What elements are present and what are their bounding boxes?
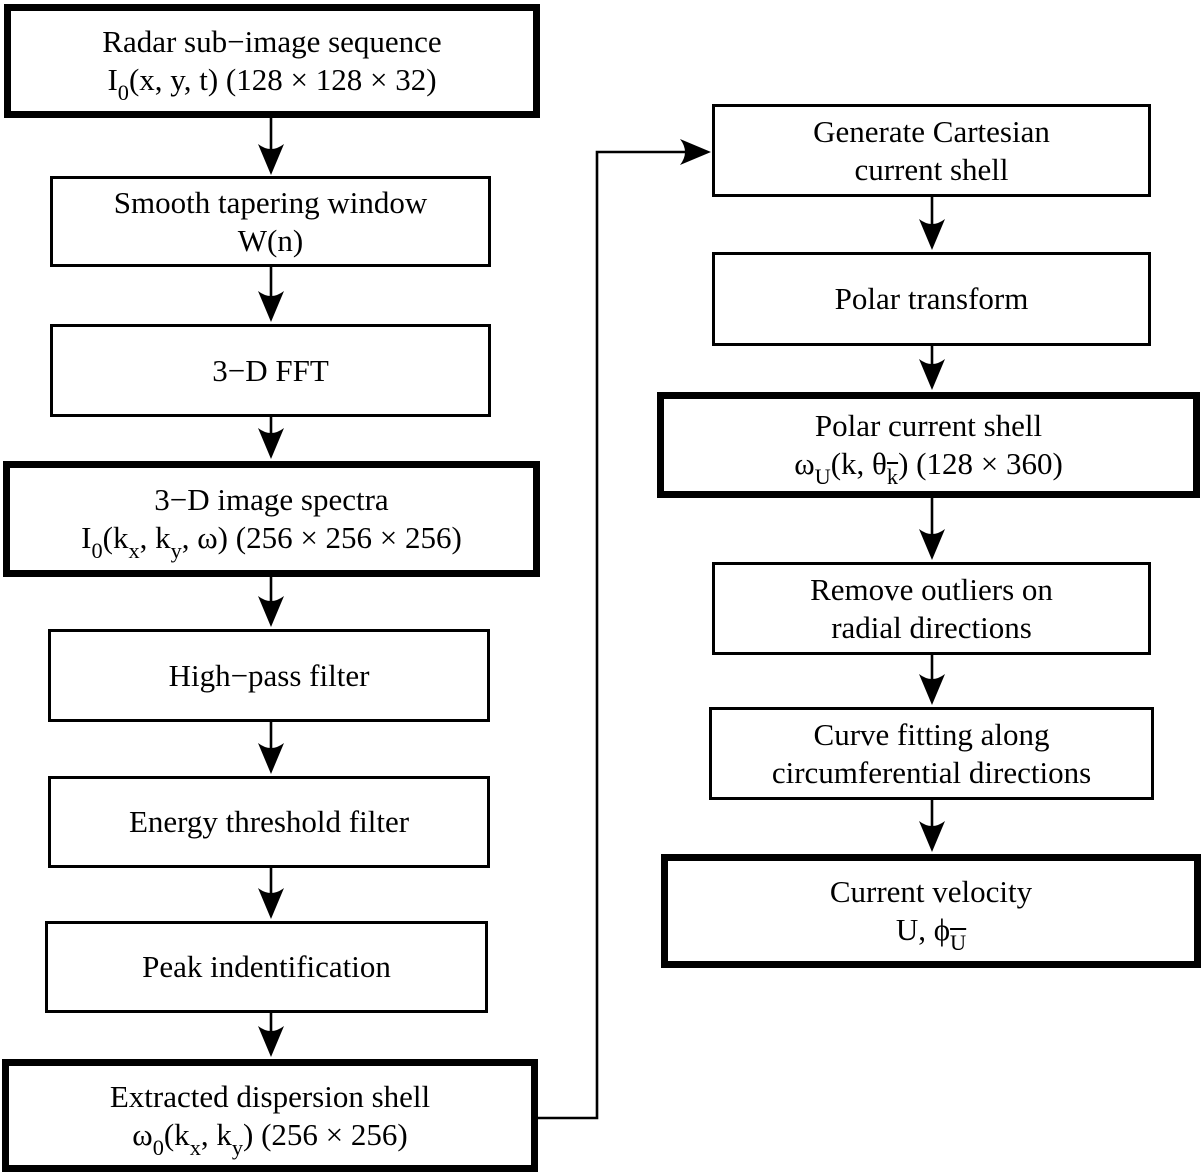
- node-text: Polar transform: [834, 281, 1029, 317]
- arrow-r4-r5: [919, 655, 945, 705]
- node-text: Curve fitting along: [813, 716, 1050, 752]
- node-text: Energy threshold filter: [128, 804, 410, 840]
- arrow-r5-r6: [919, 800, 945, 852]
- node-text: current shell: [854, 151, 1009, 187]
- node-text: Generate Cartesian: [813, 113, 1050, 149]
- arrow-l4-l5: [258, 577, 284, 627]
- arrow-l7-l8: [258, 1013, 284, 1057]
- arrow-l2-l3: [258, 267, 284, 322]
- node-curve-fitting: [709, 707, 1154, 800]
- node-formula: $\omega_0(k_x$, $k_y$) (256 × 256): [132, 1116, 408, 1160]
- arrow-l5-l6: [258, 722, 284, 774]
- node-energy-threshold-filter: [48, 776, 490, 868]
- node-text: Radar sub−image sequence: [102, 24, 442, 60]
- node-text: Peak indentification: [142, 949, 391, 985]
- node-remove-outliers: [712, 562, 1151, 655]
- arrow-r2-r3: [919, 346, 945, 390]
- node-3d-fft: [50, 324, 491, 417]
- arrow-l6-l7: [258, 868, 284, 919]
- node-text: 3−D FFT: [212, 352, 329, 388]
- node-formula: $I_0(x$, y, t) (128 × 128 × 32): [107, 62, 437, 106]
- node-generate-cartesian-current-shell: [712, 104, 1151, 197]
- arrow-l3-l4: [258, 417, 284, 459]
- node-text: Current velocity: [829, 874, 1033, 910]
- arrow-l8-r1-connector: [538, 139, 711, 1118]
- node-text: Remove outliers on: [810, 571, 1053, 607]
- node-polar-transform: [712, 252, 1151, 346]
- node-formula: W(n): [237, 222, 304, 258]
- arrow-l1-l2: [258, 118, 284, 175]
- node-formula: $I_0(k_x$, $k_y$, ω) (256 × 256 × 256): [81, 520, 462, 564]
- node-text: circumferential directions: [771, 754, 1092, 790]
- node-text: High−pass filter: [168, 657, 370, 693]
- node-text: Extracted dispersion shell: [109, 1078, 431, 1114]
- node-peak-identification: [45, 921, 488, 1013]
- node-formula: U, $\phi_{\overline{U}}$: [895, 912, 967, 956]
- arrow-r1-r2: [919, 197, 945, 250]
- node-formula: $\omega_U(k$, $\theta_{\overline{k}}$) (128 × 360): [794, 446, 1063, 490]
- node-text: 3−D image spectra: [154, 482, 389, 518]
- node-polar-current-shell: [657, 392, 1200, 498]
- node-text: Polar current shell: [814, 408, 1043, 444]
- node-text: Smooth tapering window: [113, 184, 428, 220]
- node-extracted-dispersion-shell: [2, 1059, 538, 1172]
- node-current-velocity: [661, 854, 1201, 968]
- node-3d-image-spectra: [3, 461, 540, 577]
- node-high-pass-filter: [48, 629, 490, 722]
- node-radar-sub-image-sequence: [4, 4, 540, 118]
- node-text: radial directions: [831, 609, 1032, 645]
- arrow-r3-r4: [919, 498, 945, 560]
- node-smooth-tapering-window: [50, 176, 491, 267]
